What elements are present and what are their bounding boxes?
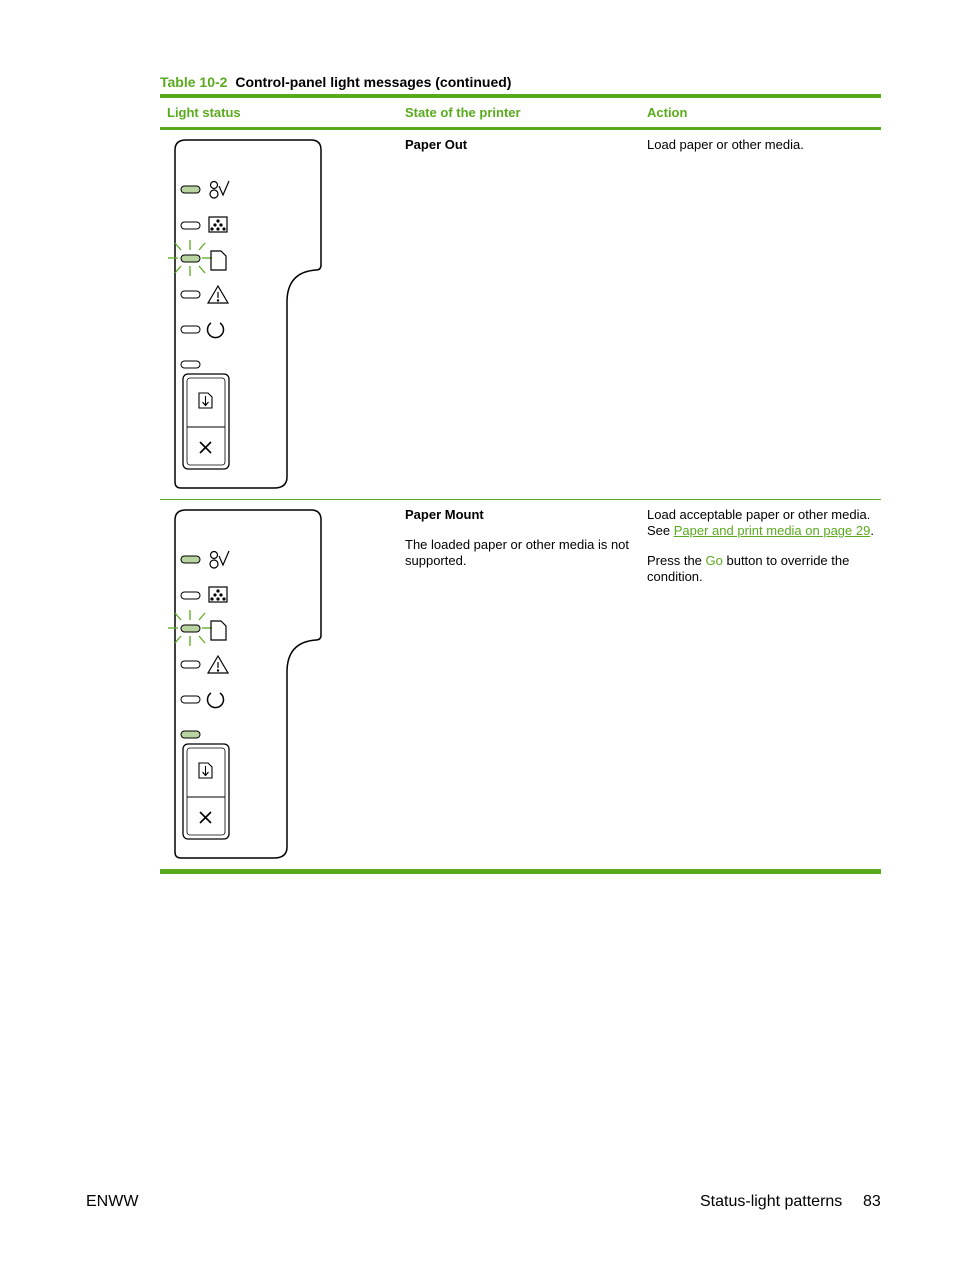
power-icon xyxy=(208,693,224,708)
button-group xyxy=(183,374,229,469)
footer-section: Status-light patterns xyxy=(700,1193,843,1210)
control-panel-illustration xyxy=(166,507,326,867)
header-light-status: Light status xyxy=(167,105,241,120)
light-ready xyxy=(181,556,200,563)
state-title: Paper Out xyxy=(405,137,468,152)
go-button-icon xyxy=(199,393,212,408)
ready-icon xyxy=(210,551,229,568)
light-extra-on xyxy=(181,731,200,738)
state-title: Paper Mount xyxy=(405,507,484,522)
light-go xyxy=(181,696,200,703)
row-divider xyxy=(160,499,881,500)
light-extra xyxy=(181,361,200,368)
attention-icon xyxy=(208,656,228,673)
cancel-x-icon xyxy=(200,812,211,823)
state-paper-out xyxy=(405,137,635,167)
action-see: See xyxy=(647,523,674,538)
toner-icon xyxy=(209,587,227,602)
action-line1: Load acceptable paper or other media. xyxy=(647,507,871,522)
attention-icon xyxy=(208,286,228,303)
table-bottom-rule xyxy=(160,869,881,874)
button-group xyxy=(183,744,229,839)
table-title: Control-panel light messages (continued) xyxy=(235,74,512,90)
control-panel-paper-out xyxy=(166,137,326,492)
header-bottom-rule xyxy=(160,127,881,130)
action-paper-out xyxy=(647,137,882,167)
light-ready xyxy=(181,186,200,193)
header-action: Action xyxy=(647,105,688,120)
action-paragraph-1 xyxy=(647,507,882,539)
paper-icon xyxy=(211,251,226,270)
action-press: Press the xyxy=(647,553,706,568)
control-panel-illustration xyxy=(166,137,326,497)
page-number: 83 xyxy=(863,1193,881,1210)
light-toner xyxy=(181,222,200,229)
go-button-ref: Go xyxy=(705,553,723,568)
light-go xyxy=(181,326,200,333)
header-state: State of the printer xyxy=(405,105,521,120)
state-paper-mount xyxy=(405,507,635,583)
footer-left: ENWW xyxy=(86,1193,139,1210)
light-toner xyxy=(181,592,200,599)
cancel-x-icon xyxy=(200,442,211,453)
control-panel-paper-mount xyxy=(166,507,326,862)
power-icon xyxy=(208,323,224,338)
action-rest: button to override the condition. xyxy=(647,553,850,584)
action-period: . xyxy=(870,523,874,538)
paper-icon xyxy=(211,621,226,640)
state-description: The loaded paper or other media is not supported. xyxy=(405,537,630,568)
action-paper-mount xyxy=(647,507,882,599)
light-attention xyxy=(181,661,200,668)
paper-media-link[interactable]: Paper and print media on page 29 xyxy=(673,523,871,538)
table-caption xyxy=(160,74,511,90)
light-attention xyxy=(181,291,200,298)
go-button-icon xyxy=(199,763,212,778)
action-paragraph-2 xyxy=(647,553,882,585)
table-number: Table 10-2 xyxy=(160,74,228,90)
table-top-rule xyxy=(160,94,881,98)
action-text: Load paper or other media. xyxy=(647,137,804,152)
toner-icon xyxy=(209,217,227,232)
ready-icon xyxy=(210,181,229,198)
